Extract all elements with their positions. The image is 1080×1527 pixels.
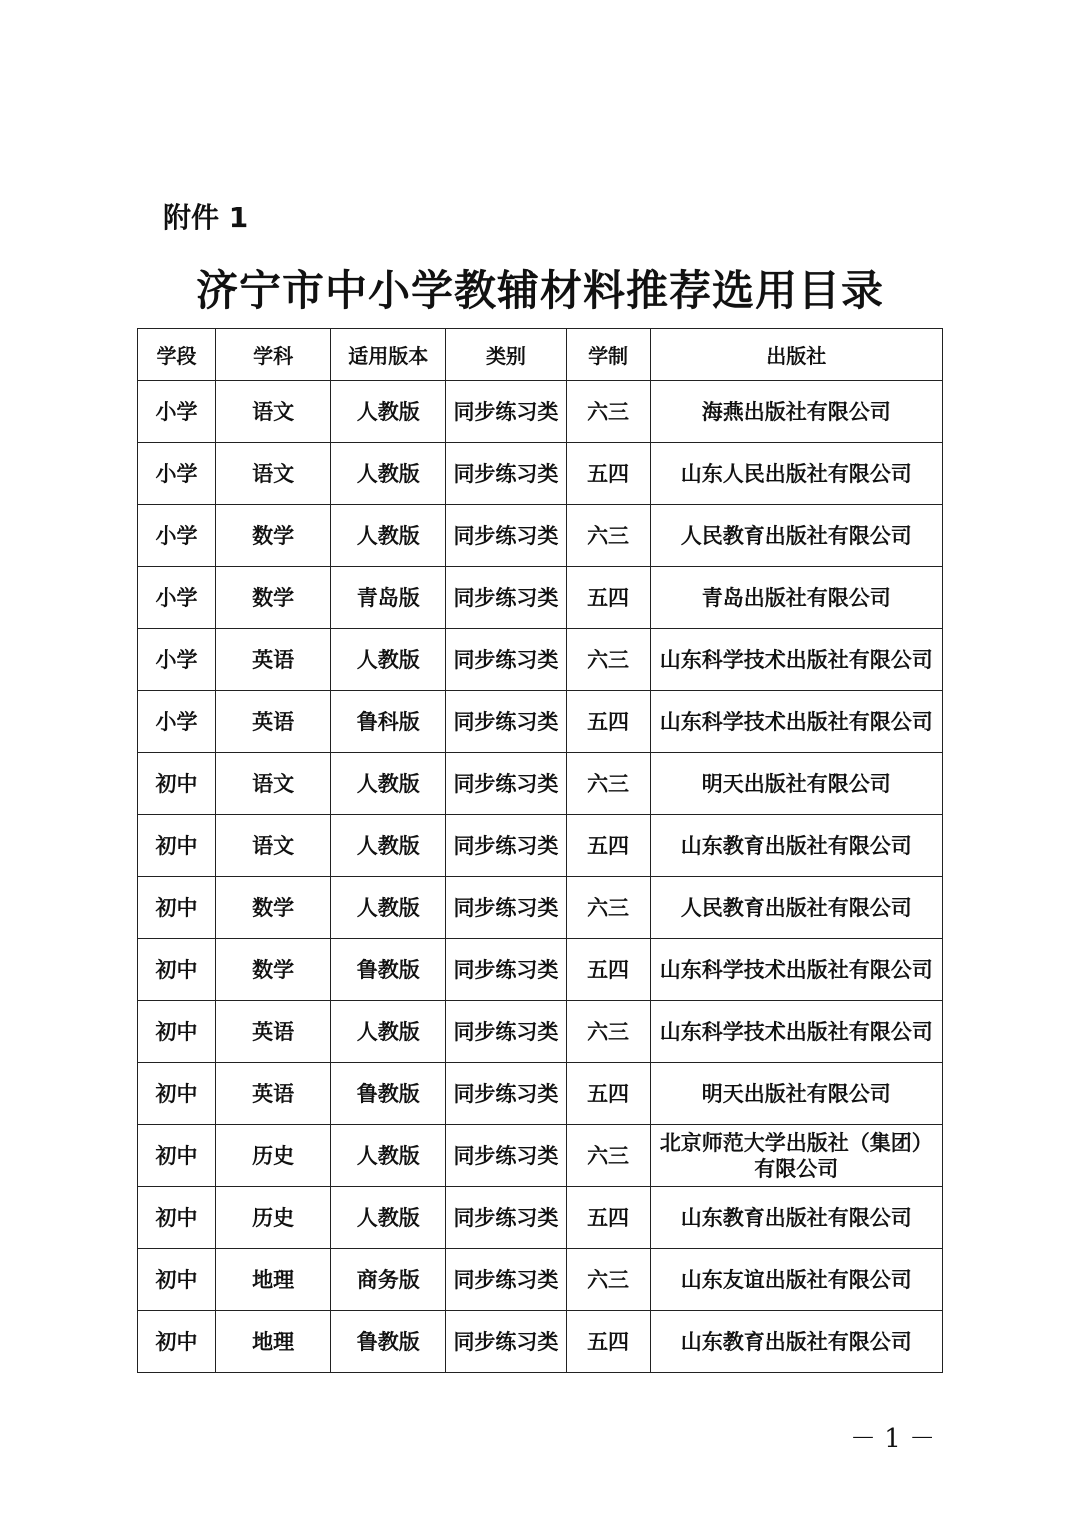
cell-category: 同步练习类 bbox=[446, 1187, 566, 1249]
cell-stage: 小学 bbox=[138, 629, 216, 691]
cell-subject: 地理 bbox=[216, 1311, 331, 1373]
cell-category: 同步练习类 bbox=[446, 1249, 566, 1311]
cell-category: 同步练习类 bbox=[446, 443, 566, 505]
cell-edition: 商务版 bbox=[331, 1249, 446, 1311]
cell-edition: 鲁教版 bbox=[331, 1063, 446, 1125]
cell-publisher: 山东友谊出版社有限公司 bbox=[650, 1249, 942, 1311]
cell-system: 六三 bbox=[566, 1249, 650, 1311]
page-number: － 1 － bbox=[850, 1424, 936, 1454]
cell-edition: 人教版 bbox=[331, 877, 446, 939]
cell-edition: 人教版 bbox=[331, 381, 446, 443]
cell-subject: 语文 bbox=[216, 443, 331, 505]
cell-publisher: 明天出版社有限公司 bbox=[650, 1063, 942, 1125]
cell-publisher: 人民教育出版社有限公司 bbox=[650, 877, 942, 939]
table-row bbox=[138, 567, 943, 629]
catalog-table bbox=[137, 328, 943, 1373]
table-row bbox=[138, 753, 943, 815]
cell-edition: 人教版 bbox=[331, 1187, 446, 1249]
cell-category: 同步练习类 bbox=[446, 691, 566, 753]
cell-stage: 小学 bbox=[138, 505, 216, 567]
cell-publisher: 青岛出版社有限公司 bbox=[650, 567, 942, 629]
cell-subject: 语文 bbox=[216, 753, 331, 815]
cell-system: 六三 bbox=[566, 1125, 650, 1187]
cell-category: 同步练习类 bbox=[446, 815, 566, 877]
cell-publisher: 山东科学技术出版社有限公司 bbox=[650, 691, 942, 753]
cell-system: 五四 bbox=[566, 815, 650, 877]
table-row bbox=[138, 1063, 943, 1125]
cell-publisher: 山东教育出版社有限公司 bbox=[650, 1311, 942, 1373]
cell-publisher: 人民教育出版社有限公司 bbox=[650, 505, 942, 567]
cell-category: 同步练习类 bbox=[446, 567, 566, 629]
cell-category: 同步练习类 bbox=[446, 629, 566, 691]
table-row bbox=[138, 629, 943, 691]
header-publisher: 出版社 bbox=[650, 329, 942, 381]
cell-category: 同步练习类 bbox=[446, 877, 566, 939]
cell-stage: 初中 bbox=[138, 753, 216, 815]
cell-system: 六三 bbox=[566, 629, 650, 691]
attachment-label: 附件 1 bbox=[163, 201, 249, 234]
cell-category: 同步练习类 bbox=[446, 381, 566, 443]
cell-stage: 初中 bbox=[138, 1311, 216, 1373]
cell-publisher: 山东人民出版社有限公司 bbox=[650, 443, 942, 505]
cell-publisher: 山东科学技术出版社有限公司 bbox=[650, 939, 942, 1001]
header-edition: 适用版本 bbox=[331, 329, 446, 381]
table-row bbox=[138, 443, 943, 505]
cell-stage: 初中 bbox=[138, 939, 216, 1001]
cell-system: 六三 bbox=[566, 381, 650, 443]
header-system: 学制 bbox=[566, 329, 650, 381]
cell-system: 五四 bbox=[566, 939, 650, 1001]
cell-stage: 小学 bbox=[138, 567, 216, 629]
table-row bbox=[138, 939, 943, 1001]
cell-stage: 小学 bbox=[138, 381, 216, 443]
cell-subject: 历史 bbox=[216, 1187, 331, 1249]
cell-subject: 英语 bbox=[216, 1063, 331, 1125]
cell-system: 五四 bbox=[566, 1311, 650, 1373]
cell-subject: 英语 bbox=[216, 629, 331, 691]
cell-subject: 数学 bbox=[216, 939, 331, 1001]
cell-publisher: 北京师范大学出版社（集团）有限公司 bbox=[650, 1125, 942, 1187]
cell-category: 同步练习类 bbox=[446, 939, 566, 1001]
cell-category: 同步练习类 bbox=[446, 753, 566, 815]
cell-subject: 语文 bbox=[216, 815, 331, 877]
table-row bbox=[138, 691, 943, 753]
cell-system: 五四 bbox=[566, 691, 650, 753]
cell-system: 五四 bbox=[566, 567, 650, 629]
cell-stage: 初中 bbox=[138, 1187, 216, 1249]
cell-system: 六三 bbox=[566, 1001, 650, 1063]
cell-category: 同步练习类 bbox=[446, 1125, 566, 1187]
cell-system: 六三 bbox=[566, 753, 650, 815]
cell-subject: 历史 bbox=[216, 1125, 331, 1187]
header-stage: 学段 bbox=[138, 329, 216, 381]
cell-subject: 英语 bbox=[216, 691, 331, 753]
cell-edition: 鲁科版 bbox=[331, 691, 446, 753]
cell-category: 同步练习类 bbox=[446, 1311, 566, 1373]
cell-category: 同步练习类 bbox=[446, 505, 566, 567]
cell-edition: 青岛版 bbox=[331, 567, 446, 629]
page-title: 济宁市中小学教辅材料推荐选用目录 bbox=[195, 266, 884, 315]
cell-publisher: 明天出版社有限公司 bbox=[650, 753, 942, 815]
cell-edition: 人教版 bbox=[331, 1125, 446, 1187]
cell-stage: 初中 bbox=[138, 1001, 216, 1063]
cell-edition: 人教版 bbox=[331, 753, 446, 815]
cell-category: 同步练习类 bbox=[446, 1063, 566, 1125]
cell-stage: 初中 bbox=[138, 815, 216, 877]
header-category: 类别 bbox=[446, 329, 566, 381]
cell-publisher: 山东教育出版社有限公司 bbox=[650, 1187, 942, 1249]
header-subject: 学科 bbox=[216, 329, 331, 381]
cell-subject: 地理 bbox=[216, 1249, 331, 1311]
cell-publisher: 海燕出版社有限公司 bbox=[650, 381, 942, 443]
cell-system: 六三 bbox=[566, 877, 650, 939]
cell-subject: 语文 bbox=[216, 381, 331, 443]
cell-subject: 数学 bbox=[216, 567, 331, 629]
cell-stage: 初中 bbox=[138, 1125, 216, 1187]
table-row bbox=[138, 815, 943, 877]
cell-subject: 数学 bbox=[216, 877, 331, 939]
table-row bbox=[138, 381, 943, 443]
cell-edition: 人教版 bbox=[331, 815, 446, 877]
cell-edition: 人教版 bbox=[331, 1001, 446, 1063]
cell-stage: 小学 bbox=[138, 691, 216, 753]
cell-edition: 人教版 bbox=[331, 505, 446, 567]
table-row bbox=[138, 877, 943, 939]
cell-edition: 鲁教版 bbox=[331, 939, 446, 1001]
cell-edition: 鲁教版 bbox=[331, 1311, 446, 1373]
cell-stage: 初中 bbox=[138, 877, 216, 939]
cell-publisher: 山东教育出版社有限公司 bbox=[650, 815, 942, 877]
cell-edition: 人教版 bbox=[331, 443, 446, 505]
cell-stage: 小学 bbox=[138, 443, 216, 505]
table-row bbox=[138, 1249, 943, 1311]
cell-publisher: 山东科学技术出版社有限公司 bbox=[650, 1001, 942, 1063]
cell-subject: 英语 bbox=[216, 1001, 331, 1063]
cell-publisher: 山东科学技术出版社有限公司 bbox=[650, 629, 942, 691]
cell-system: 五四 bbox=[566, 1063, 650, 1125]
cell-edition: 人教版 bbox=[331, 629, 446, 691]
cell-stage: 初中 bbox=[138, 1249, 216, 1311]
cell-category: 同步练习类 bbox=[446, 1001, 566, 1063]
table-body bbox=[138, 381, 943, 1373]
table-row bbox=[138, 1125, 943, 1187]
cell-system: 五四 bbox=[566, 443, 650, 505]
cell-system: 五四 bbox=[566, 1187, 650, 1249]
table-header-row bbox=[138, 329, 943, 381]
table-row bbox=[138, 1311, 943, 1373]
table-row bbox=[138, 1187, 943, 1249]
table-row bbox=[138, 1001, 943, 1063]
cell-stage: 初中 bbox=[138, 1063, 216, 1125]
cell-subject: 数学 bbox=[216, 505, 331, 567]
table-row bbox=[138, 505, 943, 567]
cell-system: 六三 bbox=[566, 505, 650, 567]
